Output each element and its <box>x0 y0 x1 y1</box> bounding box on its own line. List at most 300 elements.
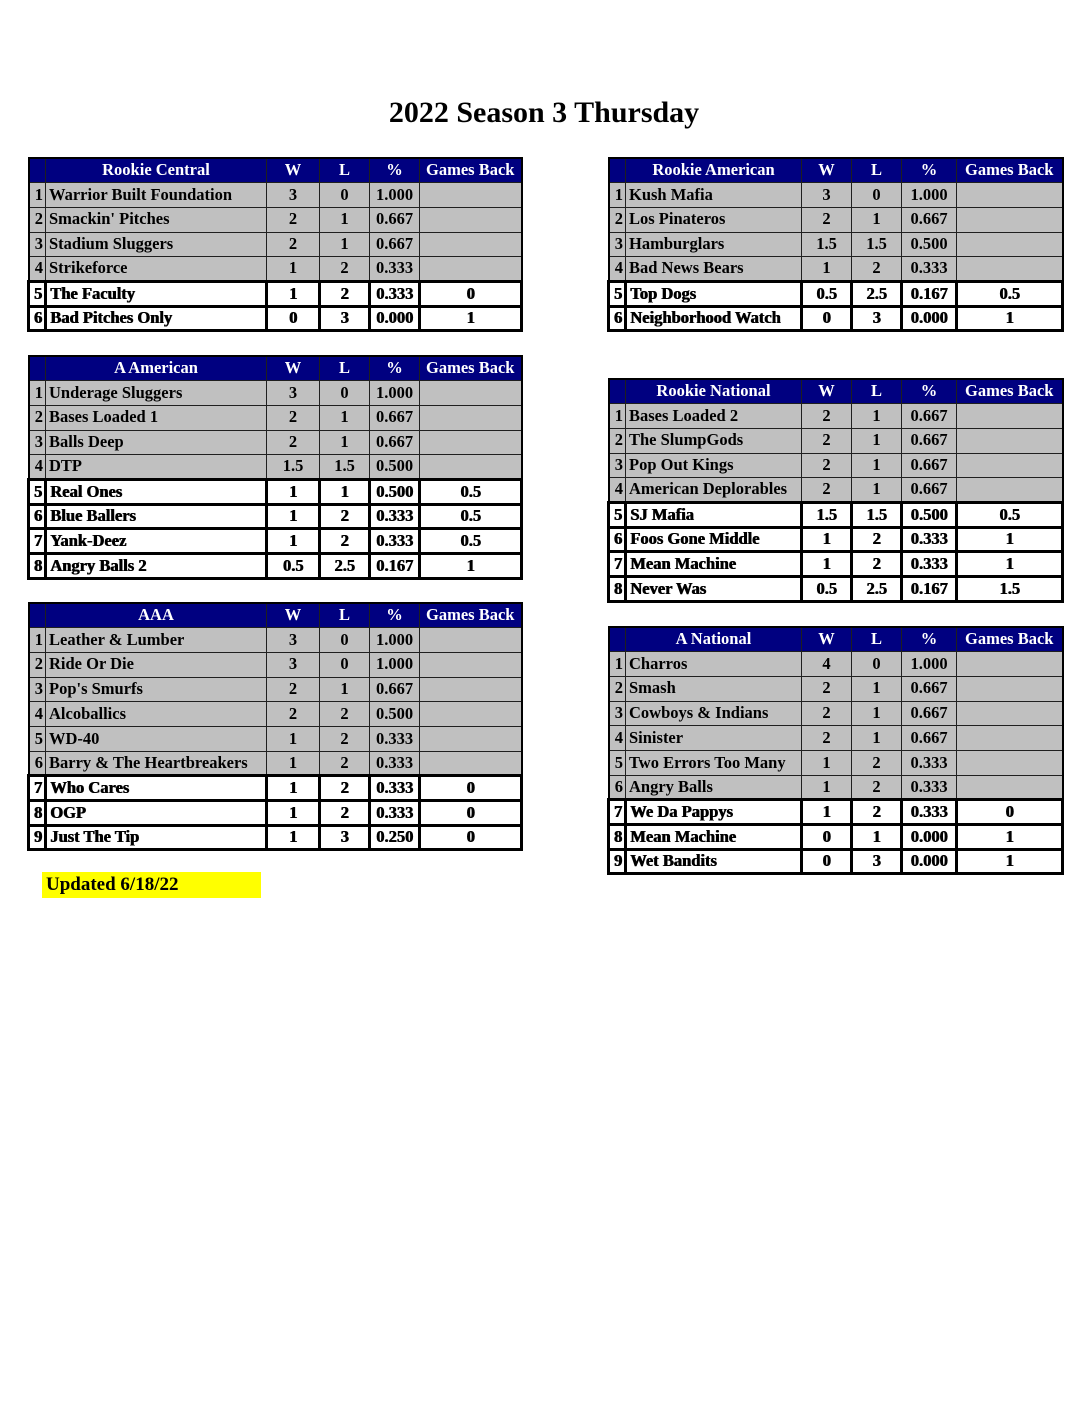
losses-cell: 2 <box>852 527 902 552</box>
rank-cell: 3 <box>29 677 46 702</box>
team-cell: Pop Out Kings <box>626 453 802 478</box>
wins-cell: 1 <box>802 552 852 577</box>
games-back-cell <box>420 677 522 702</box>
losses-cell: 2.5 <box>320 554 370 579</box>
losses-cell: 3 <box>852 849 902 874</box>
losses-cell: 1 <box>320 677 370 702</box>
losses-cell: 1 <box>320 405 370 430</box>
pct-cell: 0.333 <box>370 726 420 751</box>
games-back-cell: 1.5 <box>957 577 1063 602</box>
rank-cell: 3 <box>609 232 626 257</box>
table-row <box>29 405 522 430</box>
losses-cell: 2 <box>320 702 370 727</box>
pct-cell: 0.667 <box>902 207 957 232</box>
table-row <box>609 775 1063 800</box>
table-header-row <box>29 158 522 183</box>
standings-table-rookie-central <box>27 157 523 332</box>
pct-cell: 0.250 <box>370 825 420 850</box>
games-back-cell <box>420 430 522 455</box>
team-cell: Just The Tip <box>46 825 267 850</box>
wins-cell: 2 <box>802 701 852 726</box>
rank-cell: 6 <box>29 306 46 331</box>
rank-cell: 1 <box>609 183 626 208</box>
column-header-w: W <box>267 356 320 381</box>
rank-cell: 5 <box>609 281 626 306</box>
rank-cell: 4 <box>29 702 46 727</box>
pct-cell: 0.667 <box>902 478 957 503</box>
team-cell: Foos Gone Middle <box>626 527 802 552</box>
pct-cell: 0.333 <box>902 552 957 577</box>
games-back-cell: 1 <box>420 554 522 579</box>
rank-cell: 2 <box>609 676 626 701</box>
losses-cell: 1 <box>852 701 902 726</box>
team-cell: The Faculty <box>46 281 267 306</box>
wins-cell: 0.5 <box>802 281 852 306</box>
team-cell: Yank-Deez <box>46 529 267 554</box>
column-header-l: L <box>852 627 902 652</box>
wins-cell: 2 <box>802 207 852 232</box>
table-row <box>29 479 522 504</box>
standings-table-a-american <box>27 355 523 580</box>
games-back-cell: 0.5 <box>420 479 522 504</box>
pct-cell: 0.500 <box>902 232 957 257</box>
page-title: 2022 Season 3 Thursday <box>388 96 700 129</box>
team-cell: Blue Ballers <box>46 504 267 529</box>
pct-cell: 0.667 <box>370 207 420 232</box>
table-row <box>29 554 522 579</box>
wins-cell: 1 <box>267 801 320 826</box>
team-cell: Pop's Smurfs <box>46 677 267 702</box>
team-cell: OGP <box>46 801 267 826</box>
pct-cell: 0.000 <box>902 825 957 850</box>
team-cell: Bad News Bears <box>626 257 802 282</box>
games-back-cell: 0.5 <box>420 504 522 529</box>
standings-table-slot-rookie-national <box>607 378 1064 603</box>
header-corner-cell <box>609 379 626 404</box>
team-cell: WD-40 <box>46 726 267 751</box>
table-row <box>609 257 1063 282</box>
wins-cell: 1 <box>267 776 320 801</box>
losses-cell: 2 <box>320 801 370 826</box>
games-back-cell <box>957 726 1063 751</box>
table-row <box>609 726 1063 751</box>
table-row <box>29 430 522 455</box>
team-cell: Cowboys & Indians <box>626 701 802 726</box>
pct-cell: 0.333 <box>370 281 420 306</box>
team-cell: Strikeforce <box>46 257 267 282</box>
pct-cell: 0.500 <box>370 479 420 504</box>
games-back-cell: 0 <box>420 776 522 801</box>
table-row <box>609 478 1063 503</box>
pct-cell: 0.333 <box>370 751 420 776</box>
rank-cell: 5 <box>609 502 626 527</box>
losses-cell: 0 <box>320 183 370 208</box>
table-row <box>29 232 522 257</box>
pct-cell: 1.000 <box>370 628 420 653</box>
rank-cell: 1 <box>609 652 626 677</box>
pct-cell: 0.333 <box>370 529 420 554</box>
losses-cell: 1 <box>852 676 902 701</box>
column-header-l: L <box>320 356 370 381</box>
header-corner-cell <box>609 158 626 183</box>
rank-cell: 5 <box>29 281 46 306</box>
losses-cell: 1.5 <box>852 232 902 257</box>
pct-cell: 0.167 <box>370 554 420 579</box>
wins-cell: 2 <box>267 207 320 232</box>
losses-cell: 1 <box>320 479 370 504</box>
team-cell: Los Pinateros <box>626 207 802 232</box>
team-cell: American Deplorables <box>626 478 802 503</box>
rank-cell: 3 <box>609 453 626 478</box>
table-row <box>29 207 522 232</box>
pct-cell: 0.333 <box>902 750 957 775</box>
losses-cell: 1.5 <box>320 455 370 480</box>
table-header-row <box>29 603 522 628</box>
losses-cell: 0 <box>852 183 902 208</box>
wins-cell: 2 <box>267 405 320 430</box>
table-header-row <box>609 627 1063 652</box>
losses-cell: 2 <box>852 750 902 775</box>
team-cell: SJ Mafia <box>626 502 802 527</box>
pct-cell: 0.333 <box>370 257 420 282</box>
games-back-cell: 1 <box>957 825 1063 850</box>
pct-cell: 1.000 <box>370 381 420 406</box>
team-cell: Balls Deep <box>46 430 267 455</box>
team-cell: Wet Bandits <box>626 849 802 874</box>
losses-cell: 2 <box>320 504 370 529</box>
pct-cell: 0.333 <box>370 801 420 826</box>
team-cell: Who Cares <box>46 776 267 801</box>
games-back-cell: 0.5 <box>420 529 522 554</box>
games-back-cell <box>957 404 1063 429</box>
team-cell: Alcoballics <box>46 702 267 727</box>
table-row <box>29 825 522 850</box>
table-row <box>609 232 1063 257</box>
losses-cell: 2.5 <box>852 577 902 602</box>
rank-cell: 6 <box>609 775 626 800</box>
pct-cell: 0.333 <box>902 527 957 552</box>
table-row <box>609 552 1063 577</box>
rank-cell: 1 <box>29 628 46 653</box>
wins-cell: 2 <box>802 676 852 701</box>
wins-cell: 1 <box>802 750 852 775</box>
wins-cell: 3 <box>267 381 320 406</box>
column-header-pct: % <box>902 379 957 404</box>
standings-table-rookie-national <box>607 378 1064 603</box>
pct-cell: 1.000 <box>902 183 957 208</box>
losses-cell: 1 <box>852 453 902 478</box>
standings-table-slot-rookie-american <box>607 157 1064 332</box>
games-back-cell: 1 <box>957 527 1063 552</box>
losses-cell: 2 <box>852 552 902 577</box>
rank-cell: 8 <box>29 554 46 579</box>
wins-cell: 2 <box>802 726 852 751</box>
team-cell: We Da Pappys <box>626 800 802 825</box>
standings-table-slot-aaa <box>27 602 523 851</box>
pct-cell: 0.500 <box>902 502 957 527</box>
wins-cell: 0.5 <box>802 577 852 602</box>
team-cell: Bases Loaded 1 <box>46 405 267 430</box>
pct-cell: 0.667 <box>902 404 957 429</box>
team-cell: Sinister <box>626 726 802 751</box>
games-back-cell <box>957 775 1063 800</box>
table-row <box>29 381 522 406</box>
rank-cell: 8 <box>609 577 626 602</box>
pct-cell: 0.667 <box>370 430 420 455</box>
team-cell: Bases Loaded 2 <box>626 404 802 429</box>
wins-cell: 1.5 <box>802 502 852 527</box>
losses-cell: 1 <box>852 478 902 503</box>
wins-cell: 2 <box>267 232 320 257</box>
losses-cell: 2 <box>320 726 370 751</box>
table-row <box>29 455 522 480</box>
table-row <box>609 306 1063 331</box>
team-cell: Kush Mafia <box>626 183 802 208</box>
column-header-w: W <box>802 627 852 652</box>
wins-cell: 2 <box>267 702 320 727</box>
team-cell: DTP <box>46 455 267 480</box>
team-cell: Two Errors Too Many <box>626 750 802 775</box>
wins-cell: 2 <box>802 453 852 478</box>
wins-cell: 1 <box>267 281 320 306</box>
table-row <box>609 676 1063 701</box>
team-cell: Never Was <box>626 577 802 602</box>
losses-cell: 1.5 <box>852 502 902 527</box>
games-back-cell: 1 <box>957 849 1063 874</box>
pct-cell: 1.000 <box>902 652 957 677</box>
wins-cell: 1 <box>267 825 320 850</box>
column-header-l: L <box>852 158 902 183</box>
table-row <box>609 652 1063 677</box>
rank-cell: 9 <box>609 849 626 874</box>
losses-cell: 2 <box>320 529 370 554</box>
wins-cell: 2 <box>267 677 320 702</box>
wins-cell: 2 <box>802 404 852 429</box>
table-header-row <box>609 158 1063 183</box>
table-row <box>29 677 522 702</box>
table-row <box>29 183 522 208</box>
wins-cell: 1 <box>802 257 852 282</box>
losses-cell: 1 <box>320 232 370 257</box>
wins-cell: 2 <box>267 430 320 455</box>
team-cell: Warrior Built Foundation <box>46 183 267 208</box>
games-back-cell <box>420 381 522 406</box>
pct-cell: 0.333 <box>370 504 420 529</box>
table-row <box>29 652 522 677</box>
team-cell: Angry Balls <box>626 775 802 800</box>
rank-cell: 6 <box>609 527 626 552</box>
team-cell: The SlumpGods <box>626 428 802 453</box>
pct-cell: 0.667 <box>902 726 957 751</box>
table-row <box>29 726 522 751</box>
team-cell: Neighborhood Watch <box>626 306 802 331</box>
header-corner-cell <box>609 627 626 652</box>
rank-cell: 5 <box>29 479 46 504</box>
table-row <box>29 306 522 331</box>
losses-cell: 2.5 <box>852 281 902 306</box>
games-back-cell <box>957 183 1063 208</box>
pct-cell: 0.500 <box>370 455 420 480</box>
games-back-cell <box>957 257 1063 282</box>
wins-cell: 0 <box>802 306 852 331</box>
games-back-cell <box>420 257 522 282</box>
table-row <box>29 702 522 727</box>
rank-cell: 6 <box>29 751 46 776</box>
table-header-row <box>609 379 1063 404</box>
games-back-cell: 0 <box>957 800 1063 825</box>
pct-cell: 0.167 <box>902 281 957 306</box>
losses-cell: 1 <box>852 825 902 850</box>
division-name-header: AAA <box>46 603 267 628</box>
standings-table-aaa <box>27 602 523 851</box>
games-back-cell <box>420 652 522 677</box>
losses-cell: 0 <box>852 652 902 677</box>
games-back-cell <box>420 455 522 480</box>
team-cell: Barry & The Heartbreakers <box>46 751 267 776</box>
games-back-cell <box>420 232 522 257</box>
table-row <box>609 281 1063 306</box>
wins-cell: 2 <box>802 428 852 453</box>
games-back-cell <box>420 726 522 751</box>
losses-cell: 1 <box>852 207 902 232</box>
team-cell: Smackin' Pitches <box>46 207 267 232</box>
pct-cell: 0.000 <box>902 306 957 331</box>
table-row <box>29 504 522 529</box>
table-row <box>609 849 1063 874</box>
rank-cell: 8 <box>609 825 626 850</box>
table-row <box>609 527 1063 552</box>
table-row <box>29 776 522 801</box>
rank-cell: 5 <box>609 750 626 775</box>
rank-cell: 9 <box>29 825 46 850</box>
games-back-cell <box>420 751 522 776</box>
table-row <box>29 281 522 306</box>
team-cell: Charros <box>626 652 802 677</box>
column-header-w: W <box>267 603 320 628</box>
wins-cell: 1 <box>802 775 852 800</box>
games-back-cell: 0 <box>420 825 522 850</box>
pct-cell: 0.333 <box>370 776 420 801</box>
header-corner-cell <box>29 158 46 183</box>
rank-cell: 4 <box>609 726 626 751</box>
rank-cell: 4 <box>609 478 626 503</box>
team-cell: Hamburglars <box>626 232 802 257</box>
table-row <box>29 628 522 653</box>
rank-cell: 7 <box>609 800 626 825</box>
column-header-games-back: Games Back <box>420 158 522 183</box>
rank-cell: 2 <box>29 405 46 430</box>
wins-cell: 3 <box>267 652 320 677</box>
pct-cell: 0.167 <box>902 577 957 602</box>
rank-cell: 2 <box>29 207 46 232</box>
pct-cell: 0.000 <box>370 306 420 331</box>
column-header-pct: % <box>902 627 957 652</box>
pct-cell: 0.333 <box>902 775 957 800</box>
pct-cell: 0.000 <box>902 849 957 874</box>
team-cell: Real Ones <box>46 479 267 504</box>
pct-cell: 0.333 <box>902 800 957 825</box>
team-cell: Angry Balls 2 <box>46 554 267 579</box>
losses-cell: 3 <box>852 306 902 331</box>
standings-table-slot-a-national <box>607 626 1064 875</box>
rank-cell: 1 <box>29 381 46 406</box>
games-back-cell <box>957 428 1063 453</box>
games-back-cell: 0 <box>420 281 522 306</box>
team-cell: Bad Pitches Only <box>46 306 267 331</box>
table-row <box>609 825 1063 850</box>
wins-cell: 0 <box>267 306 320 331</box>
column-header-pct: % <box>902 158 957 183</box>
wins-cell: 0.5 <box>267 554 320 579</box>
wins-cell: 1.5 <box>267 455 320 480</box>
wins-cell: 2 <box>802 478 852 503</box>
wins-cell: 1 <box>267 751 320 776</box>
losses-cell: 1 <box>320 430 370 455</box>
team-cell: Smash <box>626 676 802 701</box>
rank-cell: 5 <box>29 726 46 751</box>
rank-cell: 4 <box>609 257 626 282</box>
losses-cell: 0 <box>320 381 370 406</box>
wins-cell: 4 <box>802 652 852 677</box>
header-corner-cell <box>29 603 46 628</box>
division-name-header: Rookie Central <box>46 158 267 183</box>
games-back-cell <box>957 750 1063 775</box>
header-corner-cell <box>29 356 46 381</box>
rank-cell: 2 <box>29 652 46 677</box>
games-back-cell: 0.5 <box>957 281 1063 306</box>
wins-cell: 3 <box>267 183 320 208</box>
standings-table-rookie-american <box>607 157 1064 332</box>
team-cell: Top Dogs <box>626 281 802 306</box>
team-cell: Mean Machine <box>626 552 802 577</box>
rank-cell: 3 <box>609 701 626 726</box>
table-row <box>29 801 522 826</box>
table-row <box>609 800 1063 825</box>
wins-cell: 1 <box>802 527 852 552</box>
games-back-cell <box>957 453 1063 478</box>
rank-cell: 7 <box>29 776 46 801</box>
losses-cell: 2 <box>320 257 370 282</box>
standings-table-slot-a-american <box>27 355 523 580</box>
games-back-cell <box>957 478 1063 503</box>
division-name-header: A National <box>626 627 802 652</box>
table-row <box>29 751 522 776</box>
pct-cell: 0.667 <box>902 428 957 453</box>
wins-cell: 1 <box>267 504 320 529</box>
games-back-cell <box>957 652 1063 677</box>
losses-cell: 3 <box>320 306 370 331</box>
games-back-cell <box>420 183 522 208</box>
pct-cell: 1.000 <box>370 183 420 208</box>
rank-cell: 3 <box>29 232 46 257</box>
rank-cell: 7 <box>609 552 626 577</box>
column-header-w: W <box>802 379 852 404</box>
column-header-l: L <box>320 158 370 183</box>
rank-cell: 1 <box>609 404 626 429</box>
wins-cell: 1 <box>267 726 320 751</box>
team-cell: Mean Machine <box>626 825 802 850</box>
losses-cell: 3 <box>320 825 370 850</box>
division-name-header: Rookie National <box>626 379 802 404</box>
wins-cell: 0 <box>802 849 852 874</box>
table-row <box>609 577 1063 602</box>
games-back-cell: 0 <box>420 801 522 826</box>
games-back-cell: 1 <box>420 306 522 331</box>
team-cell: Leather & Lumber <box>46 628 267 653</box>
losses-cell: 1 <box>852 428 902 453</box>
division-name-header: A American <box>46 356 267 381</box>
rank-cell: 3 <box>29 430 46 455</box>
